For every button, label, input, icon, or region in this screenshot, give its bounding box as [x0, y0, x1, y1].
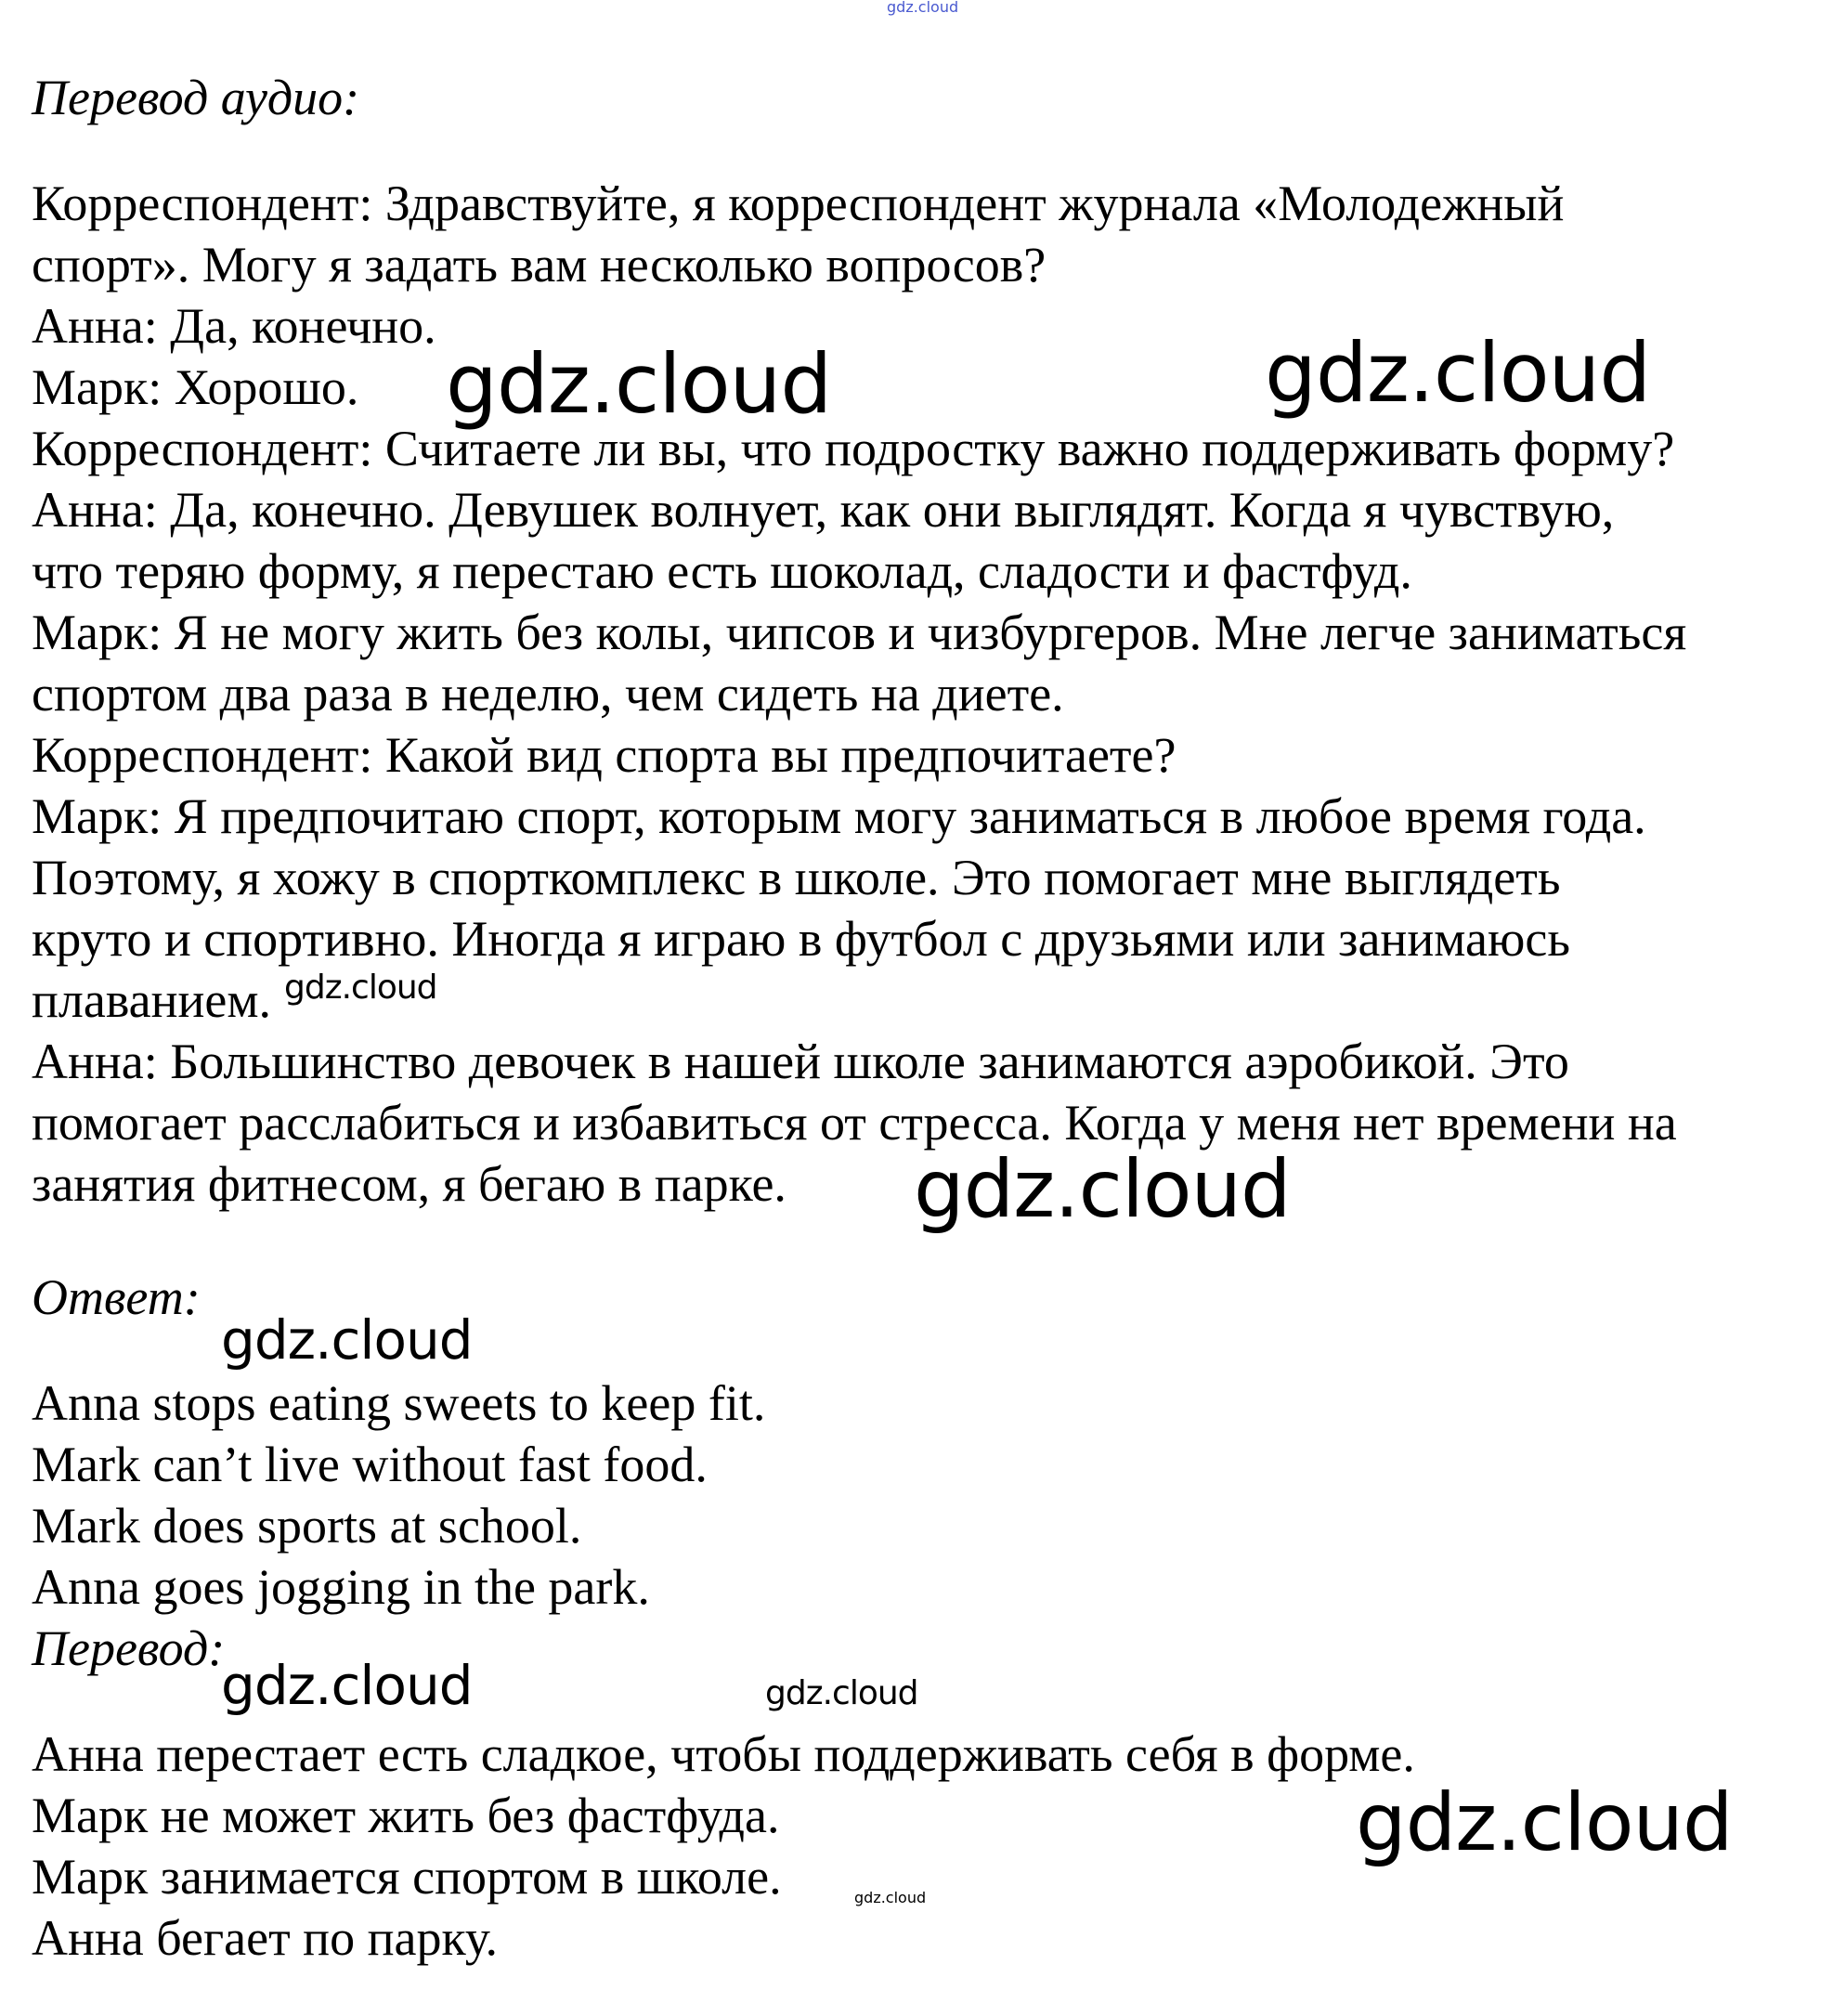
- audio-line: Корреспондент: Считаете ли вы, что подростку важно поддерживать форму?: [32, 421, 1675, 476]
- audio-line: что теряю форму, я перестаю есть шоколад, сладости и фастфуд.: [32, 543, 1412, 599]
- audio-line: Марк: Я не могу жить без колы, чипсов и чизбургеров. Мне легче заниматься: [32, 605, 1687, 660]
- watermark: gdz.cloud: [1356, 1776, 1733, 1869]
- answer-line: Anna stops eating sweets to keep fit.: [32, 1375, 766, 1431]
- audio-line: Корреспондент: Какой вид спорта вы предпочитаете?: [32, 727, 1176, 783]
- audio-line: Марк: Хорошо.: [32, 359, 359, 415]
- watermark: gdz.cloud: [1265, 325, 1651, 421]
- translation-heading: Перевод:: [32, 1620, 226, 1676]
- audio-line: круто и спортивно. Иногда я играю в футбол с друзьями или занимаюсь: [32, 911, 1570, 967]
- translation-line: Марк не может жить без фастфуда.: [32, 1788, 780, 1843]
- watermark: gdz.cloud: [914, 1143, 1291, 1236]
- answer-line: Anna goes jogging in the park.: [32, 1559, 650, 1615]
- audio-line: Анна: Да, конечно.: [32, 298, 436, 354]
- audio-line: Анна: Большинство девочек в нашей школе занимаются аэробикой. Это: [32, 1034, 1569, 1089]
- watermark: gdz.cloud: [284, 969, 437, 1007]
- answer-heading: Ответ:: [32, 1269, 201, 1325]
- header-watermark: gdz.cloud: [887, 0, 959, 16]
- answer-line: Mark can’t live without fast food.: [32, 1437, 708, 1492]
- watermark: gdz.cloud: [221, 1308, 473, 1372]
- watermark: gdz.cloud: [446, 336, 832, 432]
- audio-line: Корреспондент: Здравствуйте, я корреспондент журнала «Молодежный: [32, 176, 1565, 231]
- audio-line: спорт». Могу я задать вам несколько вопросов?: [32, 237, 1046, 293]
- audio-line: занятия фитнесом, я бегаю в парке.: [32, 1156, 786, 1212]
- audio-line: плаванием.: [32, 972, 272, 1028]
- answer-line: Mark does sports at school.: [32, 1498, 582, 1554]
- watermark: gdz.cloud: [854, 1889, 927, 1906]
- audio-line: спортом два раза в неделю, чем сидеть на диете.: [32, 666, 1064, 722]
- audio-heading: Перевод аудио:: [32, 70, 360, 125]
- audio-line: Поэтому, я хожу в спорткомплекс в школе. Это помогает мне выглядеть: [32, 850, 1561, 905]
- translation-line: Анна перестает есть сладкое, чтобы поддерживать себя в форме.: [32, 1726, 1415, 1782]
- watermark: gdz.cloud: [221, 1654, 473, 1717]
- translation-line: Марк занимается спортом в школе.: [32, 1849, 782, 1905]
- translation-line: Анна бегает по парку.: [32, 1910, 499, 1966]
- audio-line: помогает расслабиться и избавиться от стресса. Когда у меня нет времени на: [32, 1095, 1677, 1151]
- watermark: gdz.cloud: [765, 1674, 918, 1712]
- audio-line: Марк: Я предпочитаю спорт, которым могу заниматься в любое время года.: [32, 788, 1646, 844]
- audio-line: Анна: Да, конечно. Девушек волнует, как они выглядят. Когда я чувствую,: [32, 482, 1615, 538]
